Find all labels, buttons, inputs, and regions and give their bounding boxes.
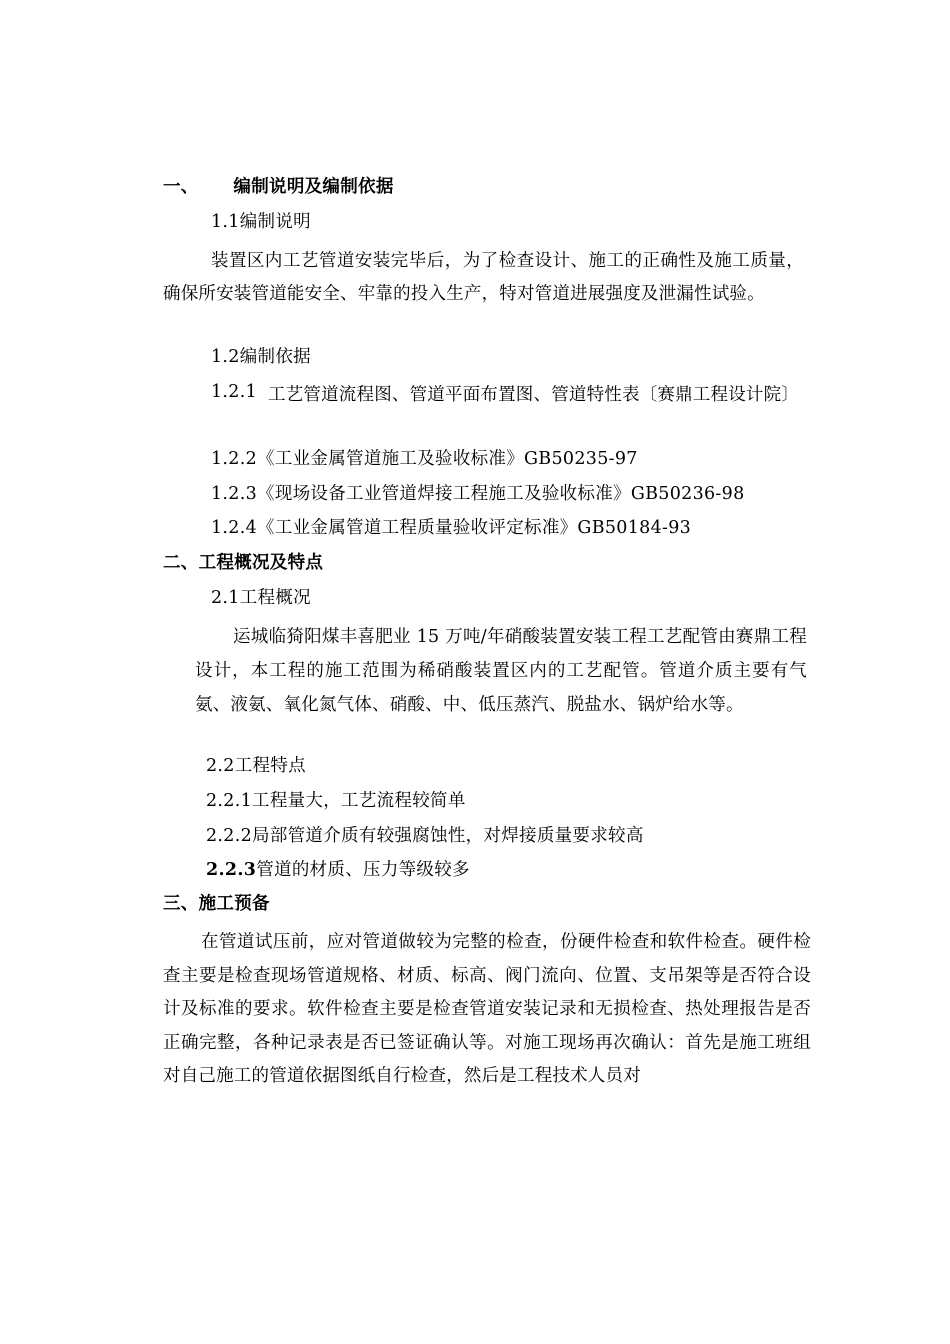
reference-1-text: 工艺管道流程图、管道平面布置图、管道特性表〔赛鼎工程设计院〕 (268, 385, 799, 405)
subsection-1-1-title: 1.1编制说明 (211, 212, 311, 232)
section-3-body: 在管道试压前，应对管道做较为完整的检查，份硬件检查和软件检查。硬件检查主要是检查现场管道规格、材质、标高、阀门流向、位置、支吊架等是否符合设计及标准的要求。软件检查主要是检查管道安装记录和无损检查、热处理报告是否正确完整，各种记录表是否已签证确认等。对施工现场再次确认：首先是施工班组对自己施工的管道依据图纸自行检查，然后是工程技术人员对 (163, 932, 811, 1086)
subsection-1-1-body: 装置区内工艺管道安装完毕后，为了检查设计、施工的正确性及施工质量，确保所安装管道能安全、牢靠的投入生产，特对管道进展强度及泄漏性试验。 (163, 251, 804, 304)
reference-4: 1.2.4《工业金属管道工程质量验收评定标准》GB50184-93 (211, 518, 692, 538)
feature-3-number: 2.2.3 (206, 860, 257, 880)
feature-3 (206, 858, 470, 882)
reference-3: 1.2.3《现场设备工业管道焊接工程施工及验收标准》GB50236-98 (211, 484, 745, 504)
section-1-title: 编制说明及编制依据 (233, 177, 394, 197)
subsection-2-1-title: 2.1工程概况 (211, 588, 311, 608)
section-1-number: 一、 (163, 177, 199, 197)
feature-3-text: 管道的材质、压力等级较多 (256, 860, 470, 880)
section-1-heading (163, 175, 394, 199)
section-2-heading: 二、工程概况及特点 (163, 553, 324, 573)
feature-2: 2.2.2局部管道介质有较强腐蚀性，对焊接质量要求较高 (206, 826, 644, 846)
subsection-2-1-body: 运城临猗阳煤丰喜肥业 15 万吨/年硝酸装置安装工程工艺配管由赛鼎工程设计，本工程的施工范围为稀硝酸装置区内的工艺配管。管道介质主要有气氨、液氨、氧化氮气体、硝酸、中、低压蒸汽、脱盐水、锅炉给水等。 (195, 627, 807, 715)
reference-2: 1.2.2《工业金属管道施工及验收标准》GB50235-97 (211, 449, 638, 469)
reference-1-number: 1.2.1 (211, 382, 258, 402)
subsection-2-2-title: 2.2工程特点 (206, 756, 306, 776)
subsection-1-2-title: 1.2编制依据 (211, 347, 311, 367)
feature-1: 2.2.1工程量大，工艺流程较简单 (206, 791, 466, 811)
section-3-heading: 三、施工预备 (163, 894, 270, 914)
